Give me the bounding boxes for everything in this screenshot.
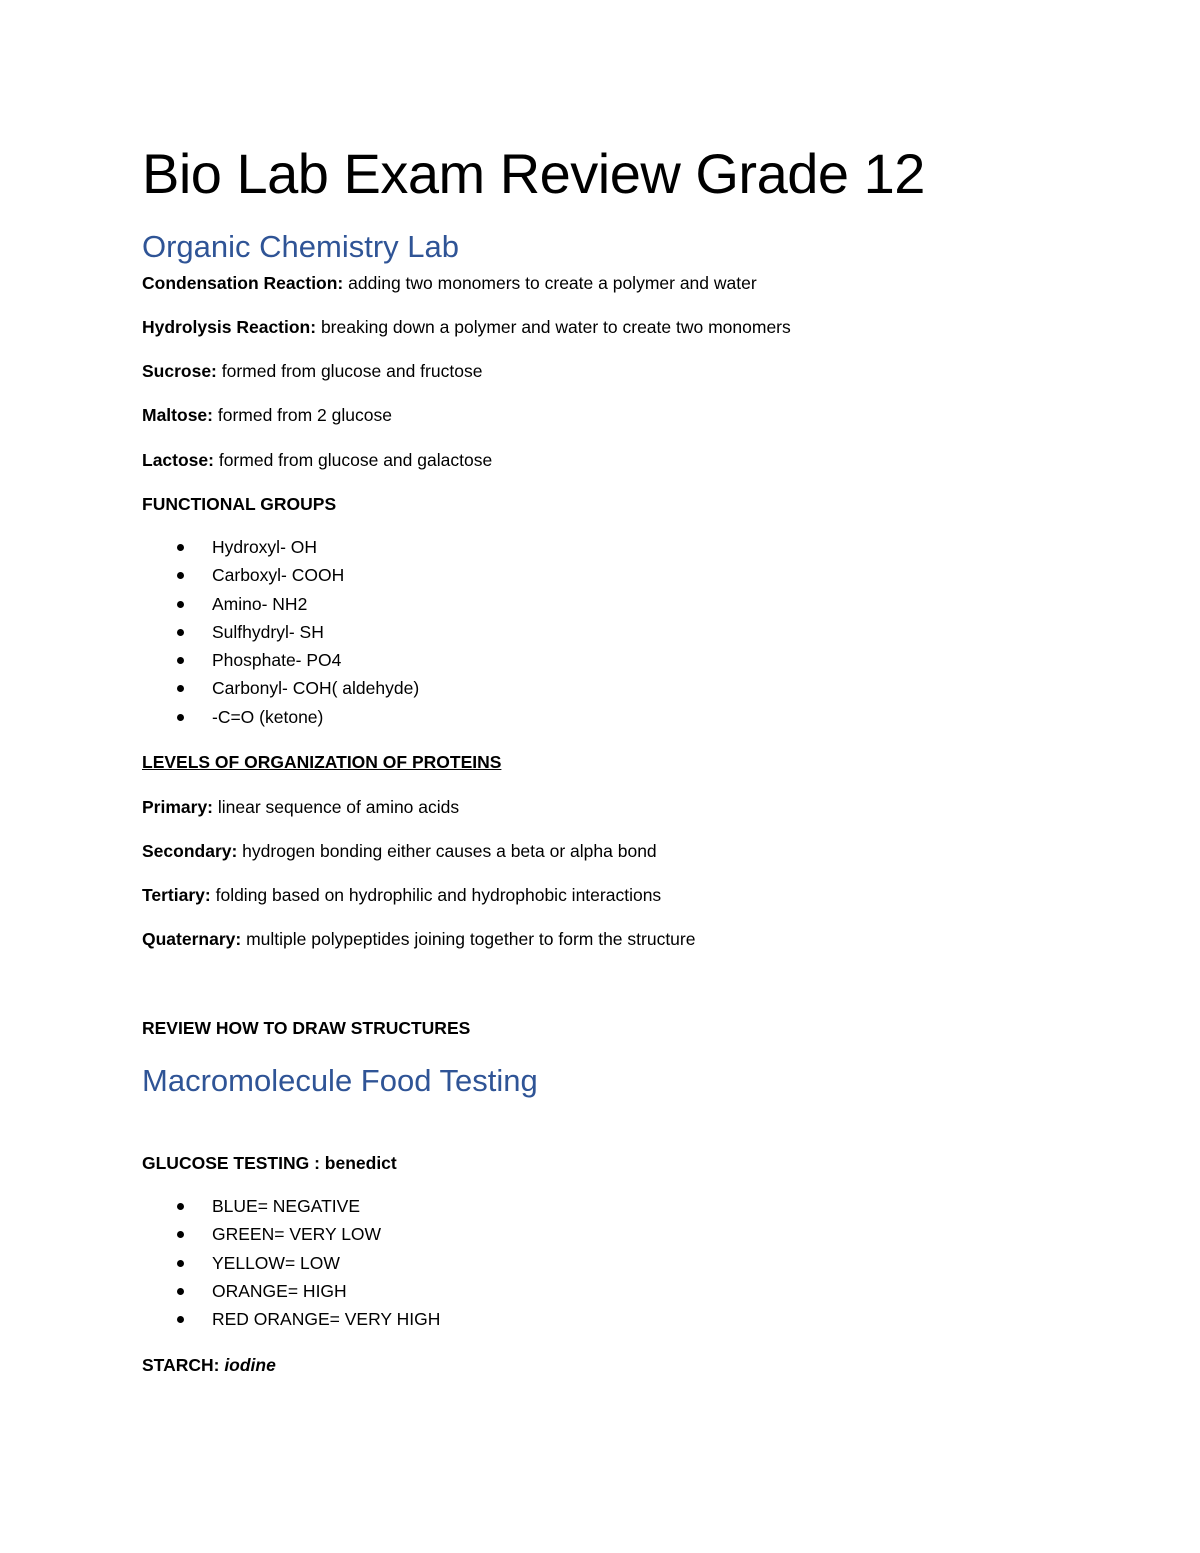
bullet-icon <box>177 657 184 664</box>
definition-maltose <box>142 403 392 427</box>
bullet-icon <box>177 572 184 579</box>
list-item-text: YELLOW= LOW <box>212 1252 340 1273</box>
list-item <box>142 703 419 731</box>
definition-term: Maltose: <box>142 405 213 425</box>
document-page <box>142 0 1062 1553</box>
definition-sucrose <box>142 359 482 383</box>
list-item <box>142 590 419 618</box>
bullet-icon <box>177 544 184 551</box>
level-primary <box>142 795 459 819</box>
document-title: Bio Lab Exam Review Grade 12 <box>142 142 925 205</box>
list-item <box>142 1277 440 1305</box>
section-heading-organic: Organic Chemistry Lab <box>142 229 460 264</box>
level-term: Tertiary: <box>142 885 211 905</box>
review-note-text: REVIEW HOW TO DRAW STRUCTURES <box>142 1018 471 1038</box>
list-item-text: GREEN= VERY LOW <box>212 1224 382 1245</box>
definition-text: formed from glucose and galactose <box>213 450 493 470</box>
definition-text: formed from 2 glucose <box>212 405 392 425</box>
level-quaternary <box>142 927 695 951</box>
definition-text: breaking down a polymer and water to create two monomers <box>316 317 791 337</box>
functional-groups-list <box>142 533 419 731</box>
bullet-icon <box>177 1288 184 1295</box>
functional-groups-label <box>142 492 336 516</box>
list-item <box>142 618 419 646</box>
level-text: linear sequence of amino acids <box>213 797 460 817</box>
section-heading-macro: Macromolecule Food Testing <box>142 1063 538 1098</box>
list-item <box>142 1192 440 1220</box>
list-item-text: Hydroxyl- OH <box>212 537 318 557</box>
bullet-icon <box>177 1231 184 1238</box>
glucose-testing-label <box>142 1151 397 1175</box>
bullet-icon <box>177 1316 184 1323</box>
functional-groups-label-text: FUNCTIONAL GROUPS <box>142 494 337 514</box>
level-term: Quaternary: <box>142 929 242 949</box>
bullet-icon <box>177 1203 184 1210</box>
definition-term: Lactose: <box>142 450 214 470</box>
definition-term: Sucrose: <box>142 361 217 381</box>
definition-text: adding two monomers to create a polymer and water <box>343 273 757 293</box>
bullet-icon <box>177 714 184 721</box>
list-item <box>142 533 419 561</box>
glucose-testing-label-text: GLUCOSE TESTING : benedict <box>142 1153 397 1173</box>
level-term: Secondary: <box>142 841 238 861</box>
list-item <box>142 674 419 702</box>
starch-reagent: iodine <box>224 1355 276 1375</box>
bullet-icon <box>177 601 184 608</box>
list-item-text: Carbonyl- COH( aldehyde) <box>212 678 420 699</box>
starch-label <box>142 1353 276 1377</box>
list-item <box>142 1249 440 1277</box>
list-item-text: RED ORANGE= VERY HIGH <box>212 1309 441 1330</box>
level-text: multiple polypeptides joining together to form the structure <box>241 929 696 949</box>
list-item <box>142 646 419 674</box>
list-item-text: Sulfhydryl- SH <box>212 621 324 642</box>
definition-term: Condensation Reaction: <box>142 273 344 293</box>
definition-condensation <box>142 271 757 295</box>
list-item-text: BLUE= NEGATIVE <box>212 1196 360 1216</box>
definition-term: Hydrolysis Reaction: <box>142 317 317 337</box>
level-tertiary <box>142 883 661 907</box>
levels-label <box>142 750 501 774</box>
level-text: hydrogen bonding either causes a beta or alpha bond <box>237 841 657 861</box>
bullet-icon <box>177 629 184 636</box>
list-item <box>142 1220 440 1248</box>
levels-label-text: LEVELS OF ORGANIZATION OF PROTEINS <box>142 752 502 772</box>
list-item <box>142 1305 440 1333</box>
definition-text: formed from glucose and fructose <box>216 361 483 381</box>
level-secondary <box>142 839 657 863</box>
list-item-text: ORANGE= HIGH <box>212 1280 347 1301</box>
review-note <box>142 1016 470 1040</box>
level-term: Primary: <box>142 797 214 817</box>
list-item-text: Carboxyl- COOH <box>212 565 345 586</box>
list-item-text: Amino- NH2 <box>212 593 308 614</box>
definition-hydrolysis <box>142 315 791 339</box>
starch-label-text: STARCH: <box>142 1355 225 1375</box>
list-item-text: -C=O (ketone) <box>212 706 324 727</box>
definition-lactose <box>142 448 492 472</box>
list-item <box>142 561 419 589</box>
level-text: folding based on hydrophilic and hydrophobic interactions <box>210 885 662 905</box>
bullet-icon <box>177 1260 184 1267</box>
glucose-results-list <box>142 1192 440 1333</box>
list-item-text: Phosphate- PO4 <box>212 650 342 671</box>
bullet-icon <box>177 685 184 692</box>
